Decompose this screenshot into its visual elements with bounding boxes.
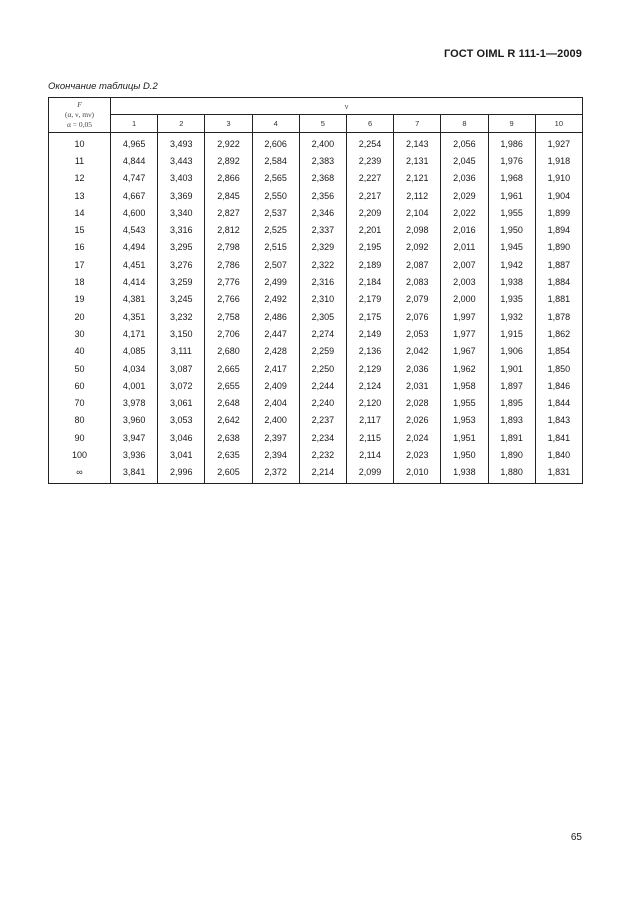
table-cell: 2,812	[205, 221, 252, 238]
f-distribution-table	[48, 97, 583, 484]
table-cell: 1,942	[488, 256, 535, 273]
table-cell: 3,150	[158, 325, 205, 342]
table-cell: 4,351	[111, 308, 158, 325]
table-row	[49, 308, 583, 325]
table-cell: 1,935	[488, 291, 535, 308]
table-cell: 2,758	[205, 308, 252, 325]
table-cell: 2,798	[205, 239, 252, 256]
table-cell: 2,028	[394, 394, 441, 411]
table-cell: 2,766	[205, 291, 252, 308]
table-row	[49, 412, 583, 429]
table-cell: 2,642	[205, 412, 252, 429]
column-number-header: 3	[205, 115, 252, 133]
table-cell: 2,087	[394, 256, 441, 273]
row-m-value: 19	[49, 291, 111, 308]
table-cell: 1,880	[488, 464, 535, 484]
table-cell: 2,000	[441, 291, 488, 308]
table-cell: 2,525	[252, 221, 299, 238]
table-caption: Окончание таблицы D.2	[48, 81, 158, 92]
table-cell: 2,409	[252, 377, 299, 394]
table-cell: 4,494	[111, 239, 158, 256]
table-cell: 3,053	[158, 412, 205, 429]
table-cell: 2,227	[346, 170, 393, 187]
row-m-value: 100	[49, 446, 111, 463]
table-row	[49, 325, 583, 342]
table-cell: 2,400	[299, 133, 346, 153]
table-cell: 2,499	[252, 273, 299, 290]
row-m-value: 10	[49, 133, 111, 153]
table-cell: 2,098	[394, 221, 441, 238]
table-cell: 2,383	[299, 152, 346, 169]
table-cell: 2,447	[252, 325, 299, 342]
row-m-value: 15	[49, 221, 111, 238]
table-cell: 2,232	[299, 446, 346, 463]
table-cell: 2,346	[299, 204, 346, 221]
table-cell: 4,965	[111, 133, 158, 153]
table-cell: 1,884	[535, 273, 582, 290]
table-cell: 1,938	[488, 273, 535, 290]
table-cell: 2,922	[205, 133, 252, 153]
table-cell: 2,036	[441, 170, 488, 187]
table-cell: 4,543	[111, 221, 158, 238]
table-cell: 2,606	[252, 133, 299, 153]
table-cell: 2,042	[394, 343, 441, 360]
table-cell: 2,023	[394, 446, 441, 463]
table-cell: 2,007	[441, 256, 488, 273]
table-cell: 1,961	[488, 187, 535, 204]
table-cell: 2,322	[299, 256, 346, 273]
table-cell: 2,104	[394, 204, 441, 221]
table-cell: 2,201	[346, 221, 393, 238]
table-cell: 1,887	[535, 256, 582, 273]
table-cell: 1,918	[535, 152, 582, 169]
table-cell: 2,031	[394, 377, 441, 394]
table-cell: 2,706	[205, 325, 252, 342]
table-cell: 2,053	[394, 325, 441, 342]
nu-header: ν	[111, 98, 583, 115]
table-cell: 1,932	[488, 308, 535, 325]
column-number-header: 7	[394, 115, 441, 133]
table-cell: 2,083	[394, 273, 441, 290]
table-cell: 2,372	[252, 464, 299, 484]
table-cell: 2,129	[346, 360, 393, 377]
table-cell: 4,171	[111, 325, 158, 342]
table-cell: 1,854	[535, 343, 582, 360]
table-cell: 2,195	[346, 239, 393, 256]
table-cell: 3,369	[158, 187, 205, 204]
table-cell: 1,910	[535, 170, 582, 187]
row-m-value: 90	[49, 429, 111, 446]
table-cell: 3,061	[158, 394, 205, 411]
table-cell: 4,001	[111, 377, 158, 394]
table-cell: 2,827	[205, 204, 252, 221]
row-m-value: 70	[49, 394, 111, 411]
column-number-header: 6	[346, 115, 393, 133]
row-m-value: 13	[49, 187, 111, 204]
table-cell: 1,831	[535, 464, 582, 484]
table-cell: 2,492	[252, 291, 299, 308]
table-row	[49, 446, 583, 463]
table-cell: 2,099	[346, 464, 393, 484]
table-row	[49, 429, 583, 446]
table-row	[49, 187, 583, 204]
table-cell: 2,786	[205, 256, 252, 273]
row-m-value: 50	[49, 360, 111, 377]
table-cell: 2,394	[252, 446, 299, 463]
table-cell: 2,550	[252, 187, 299, 204]
table-cell: 1,927	[535, 133, 582, 153]
table-cell: 1,904	[535, 187, 582, 204]
table-cell: 2,655	[205, 377, 252, 394]
table-cell: 2,274	[299, 325, 346, 342]
table-cell: 2,112	[394, 187, 441, 204]
table-cell: 1,938	[441, 464, 488, 484]
table-cell: 2,149	[346, 325, 393, 342]
table-cell: 2,026	[394, 412, 441, 429]
table-cell: 2,237	[299, 412, 346, 429]
row-m-value: 11	[49, 152, 111, 169]
column-number-header: 5	[299, 115, 346, 133]
table-cell: 1,840	[535, 446, 582, 463]
table-cell: 2,605	[205, 464, 252, 484]
table-cell: 1,951	[441, 429, 488, 446]
table-cell: 1,958	[441, 377, 488, 394]
table-cell: 2,131	[394, 152, 441, 169]
table-cell: 4,451	[111, 256, 158, 273]
table-cell: 2,124	[346, 377, 393, 394]
table-cell: 2,892	[205, 152, 252, 169]
row-m-value: 60	[49, 377, 111, 394]
table-row	[49, 152, 583, 169]
table-cell: 2,179	[346, 291, 393, 308]
table-cell: 2,143	[394, 133, 441, 153]
table-cell: 2,010	[394, 464, 441, 484]
column-number-header: 2	[158, 115, 205, 133]
table-cell: 2,329	[299, 239, 346, 256]
row-m-value: 14	[49, 204, 111, 221]
row-m-value: 18	[49, 273, 111, 290]
table-cell: 2,029	[441, 187, 488, 204]
table-cell: 2,234	[299, 429, 346, 446]
table-row	[49, 221, 583, 238]
table-cell: 3,041	[158, 446, 205, 463]
table-cell: 2,254	[346, 133, 393, 153]
table-cell: 2,184	[346, 273, 393, 290]
table-cell: 2,022	[441, 204, 488, 221]
table-cell: 2,404	[252, 394, 299, 411]
table-cell: 2,635	[205, 446, 252, 463]
table-cell: 2,665	[205, 360, 252, 377]
column-number-header: 1	[111, 115, 158, 133]
row-m-value: ∞	[49, 464, 111, 484]
table-cell: 4,600	[111, 204, 158, 221]
table-cell: 2,259	[299, 343, 346, 360]
column-number-row	[49, 115, 583, 133]
table-cell: 2,016	[441, 221, 488, 238]
table-cell: 1,846	[535, 377, 582, 394]
table-cell: 2,305	[299, 308, 346, 325]
table-cell: 3,493	[158, 133, 205, 153]
table-cell: 2,400	[252, 412, 299, 429]
table-cell: 1,906	[488, 343, 535, 360]
table-cell: 1,841	[535, 429, 582, 446]
table-cell: 2,584	[252, 152, 299, 169]
table-cell: 4,747	[111, 170, 158, 187]
table-cell: 2,310	[299, 291, 346, 308]
table-cell: 1,915	[488, 325, 535, 342]
column-number-header: 9	[488, 115, 535, 133]
table-cell: 1,955	[488, 204, 535, 221]
table-cell: 4,844	[111, 152, 158, 169]
table-row	[49, 273, 583, 290]
table-cell: 1,890	[535, 239, 582, 256]
table-row	[49, 394, 583, 411]
table-cell: 1,899	[535, 204, 582, 221]
table-cell: 2,240	[299, 394, 346, 411]
table-cell: 2,117	[346, 412, 393, 429]
table-cell: 3,232	[158, 308, 205, 325]
table-row	[49, 239, 583, 256]
table-cell: 2,996	[158, 464, 205, 484]
table-cell: 3,276	[158, 256, 205, 273]
column-number-header: 4	[252, 115, 299, 133]
table-cell: 1,881	[535, 291, 582, 308]
table-cell: 3,259	[158, 273, 205, 290]
table-row	[49, 204, 583, 221]
table-cell: 4,667	[111, 187, 158, 204]
table-cell: 2,189	[346, 256, 393, 273]
column-number-header: 10	[535, 115, 582, 133]
table-cell: 1,878	[535, 308, 582, 325]
table-cell: 2,368	[299, 170, 346, 187]
table-cell: 2,356	[299, 187, 346, 204]
table-cell: 3,046	[158, 429, 205, 446]
table-cell: 3,245	[158, 291, 205, 308]
table-cell: 2,120	[346, 394, 393, 411]
table-cell: 2,244	[299, 377, 346, 394]
row-m-value: 12	[49, 170, 111, 187]
table-cell: 3,947	[111, 429, 158, 446]
table-row	[49, 377, 583, 394]
table-cell: 2,209	[346, 204, 393, 221]
table-cell: 1,850	[535, 360, 582, 377]
table-cell: 1,862	[535, 325, 582, 342]
table-row	[49, 343, 583, 360]
table-cell: 1,891	[488, 429, 535, 446]
header-row	[49, 98, 583, 115]
table-cell: 3,072	[158, 377, 205, 394]
row-m-value: 80	[49, 412, 111, 429]
table-cell: 1,977	[441, 325, 488, 342]
table-cell: 1,967	[441, 343, 488, 360]
table-cell: 2,056	[441, 133, 488, 153]
table-cell: 2,337	[299, 221, 346, 238]
table-cell: 2,239	[346, 152, 393, 169]
table-cell: 1,950	[441, 446, 488, 463]
table-cell: 1,893	[488, 412, 535, 429]
table-cell: 2,115	[346, 429, 393, 446]
row-m-value: 30	[49, 325, 111, 342]
table-cell: 2,428	[252, 343, 299, 360]
table-row	[49, 256, 583, 273]
table-cell: 1,986	[488, 133, 535, 153]
table-cell: 2,537	[252, 204, 299, 221]
table-cell: 1,894	[535, 221, 582, 238]
table-cell: 1,962	[441, 360, 488, 377]
table-cell: 3,978	[111, 394, 158, 411]
table-cell: 1,976	[488, 152, 535, 169]
table-cell: 1,897	[488, 377, 535, 394]
table-cell: 2,045	[441, 152, 488, 169]
table-cell: 3,841	[111, 464, 158, 484]
row-m-value: 16	[49, 239, 111, 256]
f-column-header	[49, 98, 111, 133]
table-body	[49, 133, 583, 484]
table-cell: 2,175	[346, 308, 393, 325]
f-parameters: (α, ν, mν)	[64, 110, 95, 119]
table-cell: 1,997	[441, 308, 488, 325]
table-cell: 3,087	[158, 360, 205, 377]
table-cell: 2,217	[346, 187, 393, 204]
table-cell: 2,680	[205, 343, 252, 360]
table-cell: 2,024	[394, 429, 441, 446]
table-cell: 2,036	[394, 360, 441, 377]
table-cell: 2,515	[252, 239, 299, 256]
table-cell: 2,866	[205, 170, 252, 187]
table-cell: 2,417	[252, 360, 299, 377]
table-row	[49, 360, 583, 377]
table-cell: 4,381	[111, 291, 158, 308]
table-cell: 2,316	[299, 273, 346, 290]
table-cell: 4,034	[111, 360, 158, 377]
table-cell: 4,085	[111, 343, 158, 360]
table-cell: 2,250	[299, 360, 346, 377]
table-row	[49, 133, 583, 153]
table-cell: 2,507	[252, 256, 299, 273]
table-cell: 2,214	[299, 464, 346, 484]
table-cell: 1,843	[535, 412, 582, 429]
table-cell: 2,486	[252, 308, 299, 325]
table-row	[49, 170, 583, 187]
table-cell: 3,295	[158, 239, 205, 256]
table-cell: 1,950	[488, 221, 535, 238]
table-cell: 3,111	[158, 343, 205, 360]
table-cell: 3,936	[111, 446, 158, 463]
table-cell: 3,316	[158, 221, 205, 238]
alpha-label: α = 0,05	[66, 120, 93, 129]
row-m-value: 20	[49, 308, 111, 325]
table-row	[49, 291, 583, 308]
table-cell: 1,895	[488, 394, 535, 411]
table-cell: 1,953	[441, 412, 488, 429]
page-number: 65	[570, 832, 582, 843]
table-cell: 1,968	[488, 170, 535, 187]
column-number-header: 8	[441, 115, 488, 133]
table-cell: 2,565	[252, 170, 299, 187]
table-cell: 2,648	[205, 394, 252, 411]
table-cell: 2,845	[205, 187, 252, 204]
table-cell: 1,844	[535, 394, 582, 411]
table-cell: 2,121	[394, 170, 441, 187]
table-cell: 2,638	[205, 429, 252, 446]
table-cell: 2,076	[394, 308, 441, 325]
table-cell: 2,092	[394, 239, 441, 256]
table-cell: 1,945	[488, 239, 535, 256]
table-cell: 3,443	[158, 152, 205, 169]
table-cell: 2,776	[205, 273, 252, 290]
row-m-value: 17	[49, 256, 111, 273]
table-cell: 2,136	[346, 343, 393, 360]
table-cell: 3,960	[111, 412, 158, 429]
table-cell: 3,340	[158, 204, 205, 221]
table-cell: 1,955	[441, 394, 488, 411]
table-cell: 2,003	[441, 273, 488, 290]
table-cell: 4,414	[111, 273, 158, 290]
table-cell: 2,114	[346, 446, 393, 463]
table-cell: 1,901	[488, 360, 535, 377]
f-label: F	[77, 100, 82, 109]
table-cell: 1,890	[488, 446, 535, 463]
table-row	[49, 464, 583, 484]
table-cell: 2,397	[252, 429, 299, 446]
document-id: ГОСТ OIML R 111-1—2009	[443, 48, 582, 60]
table-cell: 2,011	[441, 239, 488, 256]
table-cell: 3,403	[158, 170, 205, 187]
row-m-value: 40	[49, 343, 111, 360]
table-cell: 2,079	[394, 291, 441, 308]
